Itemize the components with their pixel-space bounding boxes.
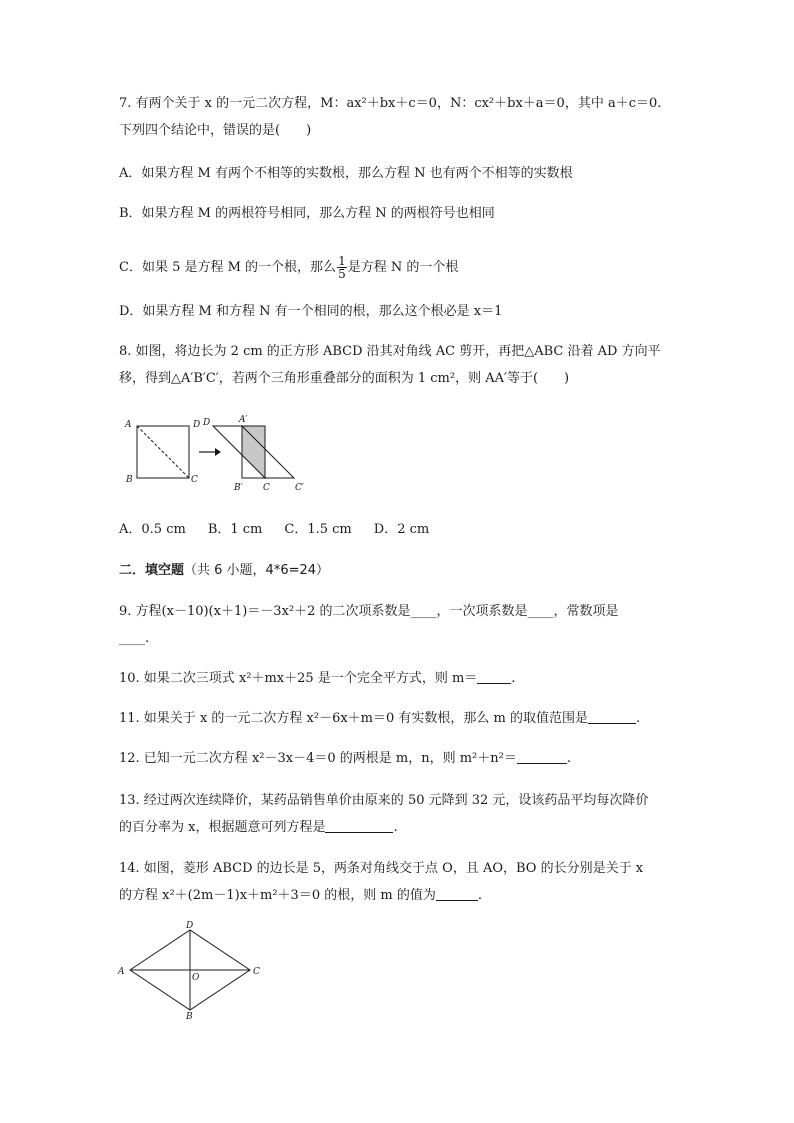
q8-option-a: A．0.5 cm xyxy=(119,522,186,537)
q13-answer-blank[interactable] xyxy=(325,819,393,833)
label-d: D xyxy=(186,921,194,931)
q13-period: . xyxy=(393,820,398,835)
q12-answer-blank[interactable] xyxy=(517,750,567,764)
diagonal-ac xyxy=(137,426,189,478)
fraction-numerator: 1 xyxy=(338,254,346,268)
q9-line1: 9. 方程(x－10)(x＋1)＝－3x²＋2 的二次项系数是____，一次项系数是____，常数项是 xyxy=(119,604,619,619)
q12-text: 12. 已知一元二次方程 x²－3x－4＝0 的两根是 m，n，则 m²＋n²＝ xyxy=(119,751,517,766)
fraction xyxy=(337,255,347,280)
label-a: A xyxy=(118,967,125,977)
q8-option-b: B．1 cm xyxy=(207,522,263,537)
label-d2: D xyxy=(203,418,211,428)
label-b: B xyxy=(126,475,133,485)
q7-option-b: B．如果方程 M 的两根符号相同，那么方程 N 的两根符号也相同 xyxy=(119,206,495,221)
q7-option-c-post: 是方程 N 的一个根 xyxy=(347,260,459,275)
q10-answer-blank[interactable] xyxy=(477,670,511,684)
label-c: C xyxy=(191,475,198,485)
arrow-head-icon xyxy=(215,448,221,456)
label-c-mid: C xyxy=(263,483,270,493)
q14-rhombus-figure xyxy=(115,920,265,1020)
q14-period: . xyxy=(477,888,482,903)
q14-line1: 14. 如图，菱形 ABCD 的边长是 5，两条对角线交于点 O，且 AO，BO 的长分别是关于 x xyxy=(119,861,644,876)
q8-option-d: D．2 cm xyxy=(373,522,430,537)
q8-line1: 8. 如图，将边长为 2 cm 的正方形 ABCD 沿其对角线 AC 剪开，再把△ABC 沿着 AD 方向平 xyxy=(119,344,661,359)
label-o: O xyxy=(192,973,200,983)
q14-answer-blank[interactable] xyxy=(436,887,478,901)
q12-period: . xyxy=(566,751,571,766)
q14-line2 xyxy=(119,887,482,905)
q8-figure xyxy=(115,408,325,494)
q7-option-d: D．如果方程 M 和方程 N 有一个相同的根，那么这个根必是 x＝1 xyxy=(119,304,503,319)
q14-line2-text: 的方程 x²＋(2m－1)x＋m²＋3＝0 的根，则 m 的值为 xyxy=(119,888,436,903)
label-c-prime: C′ xyxy=(295,483,304,493)
q7-option-c-pre: C．如果 5 是方程 M 的一个根，那么 xyxy=(119,260,337,275)
label-a: A xyxy=(125,420,132,430)
q11-text: 11. 如果关于 x 的一元二次方程 x²－6x＋m＝0 有实数根，那么 m 的取值范围是 xyxy=(119,711,589,726)
q7-line1: 7. 有两个关于 x 的一元二次方程，M：ax²＋bx＋c＝0，N：cx²＋bx＋a＝0，其中 a＋c＝0. xyxy=(119,96,662,111)
q7-line2: 下列四个结论中，错误的是( ) xyxy=(119,123,312,138)
label-a-prime: A′ xyxy=(239,415,248,425)
q10 xyxy=(119,670,515,688)
q13-line2-text: 的百分率为 x，根据题意可列方程是 xyxy=(119,820,326,835)
q8-line2: 移，得到△A′B′C′，若两个三角形重叠部分的面积为 1 cm²，则 AA′等于( ) xyxy=(119,371,570,386)
label-c: C xyxy=(253,967,260,977)
label-d: D xyxy=(193,420,201,430)
section-2-heading xyxy=(119,562,329,580)
section-2-title: 二．填空题 xyxy=(119,563,185,578)
q8-option-c: C．1.5 cm xyxy=(284,522,352,537)
q7-option-a: A．如果方程 M 有两个不相等的实数根，那么方程 N 也有两个不相等的实数根 xyxy=(119,166,573,181)
q11-period: . xyxy=(636,711,641,726)
q8-options xyxy=(119,521,451,539)
section-2-note: （共 6 小题，4*6=24） xyxy=(184,563,330,578)
q11 xyxy=(119,710,640,728)
label-b-prime: B′ xyxy=(234,483,243,493)
fraction-denominator: 5 xyxy=(338,267,346,281)
overlap-region xyxy=(242,426,265,478)
q10-period: . xyxy=(511,671,516,686)
q11-answer-blank[interactable] xyxy=(588,710,636,724)
q9-line2: ____. xyxy=(119,631,150,646)
label-b: B xyxy=(186,1012,193,1020)
q10-text: 10. 如果二次三项式 x²＋mx＋25 是一个完全平方式，则 m＝ xyxy=(119,671,478,686)
q7-option-c xyxy=(119,255,458,280)
q13-line1: 13. 经过两次连续降价，某药品销售单价由原来的 50 元降到 32 元，设该药品平均每次降价 xyxy=(119,793,649,808)
q12 xyxy=(119,750,571,768)
q13-line2 xyxy=(119,819,398,837)
